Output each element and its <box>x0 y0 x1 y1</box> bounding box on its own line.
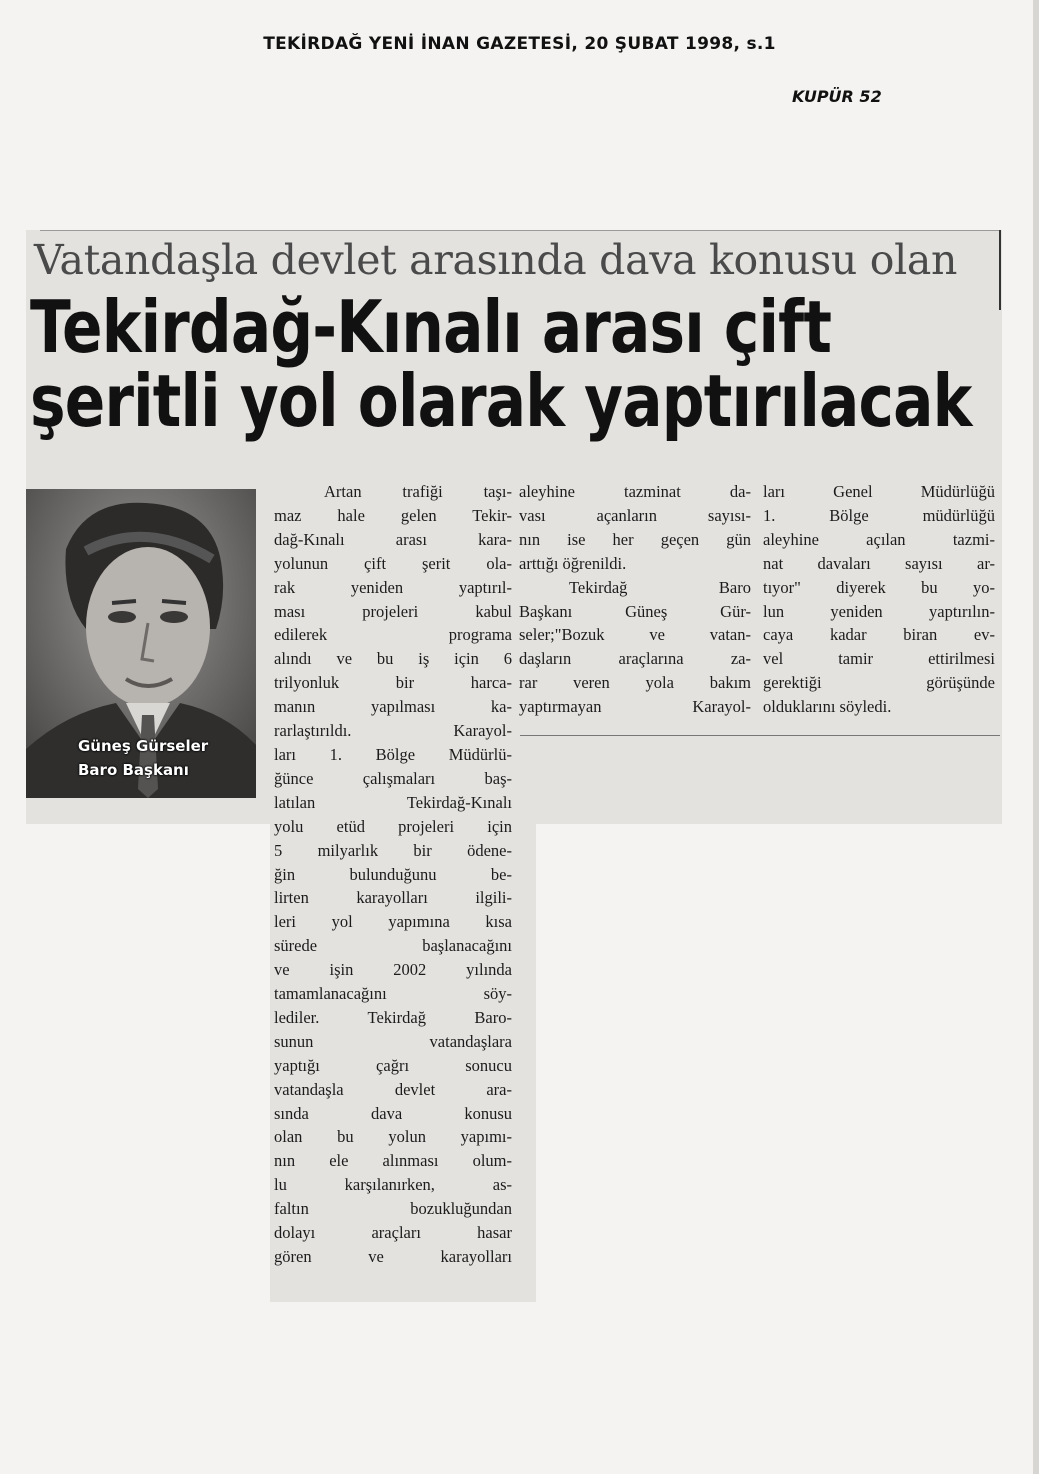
text-line: 5 milyarlık bir ödene- <box>274 840 512 860</box>
text-line: ve işin 2002 yılında <box>274 960 512 980</box>
text-line: leri yol yapımına kısa <box>274 912 512 932</box>
text-line: arttığı öğrenildi. <box>519 553 627 573</box>
text-line: vatandaşla devlet ara- <box>274 1079 512 1099</box>
text-line: ları 1. Bölge Müdürlü- <box>274 744 512 764</box>
text-line: nat davaları sayısı ar- <box>763 553 995 573</box>
text-line: ğin bulunduğunu be- <box>274 864 512 884</box>
caption-name: Güneş Gürseler <box>78 737 209 755</box>
portrait-photo <box>26 489 256 798</box>
text-line: manın yapılması ka- <box>274 697 512 717</box>
text-line: yolu etüd projeleri için <box>274 816 512 836</box>
caption-title: Baro Başkanı <box>78 761 189 779</box>
text-line: dolayı araçları hasar <box>274 1223 512 1243</box>
text-line: daşların araçlarına za- <box>519 649 751 669</box>
photo-caption <box>78 734 238 782</box>
text-line: olduklarını söyledi. <box>763 697 892 717</box>
text-line: yolunun çift şerit ola- <box>274 553 512 573</box>
text-line: tıyor" diyerek bu yo- <box>763 577 995 597</box>
article-column-3 <box>763 480 995 719</box>
text-line: aleyhine tazminat da- <box>519 482 751 501</box>
text-line: yaptırmayan Karayol- <box>519 697 751 717</box>
text-line: 1. Bölge müdürlüğü <box>763 505 995 525</box>
text-line: Artan trafiği taşı- <box>324 482 512 501</box>
top-rule <box>40 230 1000 231</box>
text-line: nın ise her geçen gün <box>519 529 751 549</box>
article-kicker: Vatandaşla devlet arasında dava konusu olan <box>34 236 958 284</box>
text-line: rarlaştırıldı. Karayol- <box>274 721 512 741</box>
headline-line: şeritli yol olarak yaptırılacak <box>30 359 972 443</box>
clip-label: KUPÜR 52 <box>792 87 882 106</box>
right-rule <box>999 230 1001 310</box>
text-line: sunun vatandaşlara <box>274 1031 512 1051</box>
text-line: vel tamir ettirilmesi <box>763 649 995 669</box>
text-line: olan bu yolun yapımı- <box>274 1127 512 1147</box>
text-line: trilyonluk bir harca- <box>274 673 512 693</box>
text-line: nın ele alınması olum- <box>274 1151 512 1171</box>
text-line: edilerek programa <box>274 625 512 645</box>
newspaper-clipping <box>26 230 1002 1302</box>
bottom-rule <box>520 735 1000 736</box>
text-line: sında dava konusu <box>274 1103 512 1123</box>
article-headline <box>30 285 972 443</box>
text-line: aleyhine açılan tazmi- <box>763 529 995 549</box>
article-column-1 <box>274 480 512 1269</box>
text-line: gören ve karayolları <box>274 1247 512 1266</box>
text-line: tamamlanacağını söy- <box>274 984 512 1004</box>
text-line: seler;"Bozuk ve vatan- <box>519 625 751 645</box>
text-line: maz hale gelen Tekir- <box>274 505 512 525</box>
text-line: alındı ve bu iş için 6 <box>274 649 512 669</box>
text-line: gerektiği görüşünde <box>763 673 995 693</box>
text-line: faltın bozukluğundan <box>274 1199 512 1219</box>
headline-line: Tekirdağ-Kınalı arası çift <box>30 285 832 369</box>
text-line: dağ-Kınalı arası kara- <box>274 529 512 549</box>
text-line: latılan Tekirdağ-Kınalı <box>274 792 512 812</box>
scan-edge <box>1033 0 1039 1474</box>
text-line: sürede başlanacağını <box>274 936 512 956</box>
text-line: lirten karayolları ilgili- <box>274 888 512 908</box>
article-column-2 <box>519 480 751 719</box>
text-line: lediler. Tekirdağ Baro- <box>274 1007 512 1027</box>
text-line: ması projeleri kabul <box>274 601 512 621</box>
source-citation: TEKİRDAĞ YENİ İNAN GAZETESİ, 20 ŞUBAT 1998, s.1 <box>263 34 776 54</box>
text-line: Başkanı Güneş Gür- <box>519 601 751 621</box>
text-line: yaptığı çağrı sonucu <box>274 1055 512 1075</box>
text-line: caya kadar biran ev- <box>763 625 995 645</box>
text-line: Tekirdağ Baro <box>569 577 751 597</box>
text-line: rar veren yola bakım <box>519 673 751 693</box>
text-line: lu karşılanırken, as- <box>274 1175 512 1195</box>
text-line: lun yeniden yaptırılın- <box>763 601 995 621</box>
text-line: ğünce çalışmaları baş- <box>274 768 512 788</box>
text-line: rak yeniden yaptırıl- <box>274 577 512 597</box>
text-line: vası açanların sayısı- <box>519 505 751 525</box>
text-line: ları Genel Müdürlüğü <box>763 482 995 501</box>
